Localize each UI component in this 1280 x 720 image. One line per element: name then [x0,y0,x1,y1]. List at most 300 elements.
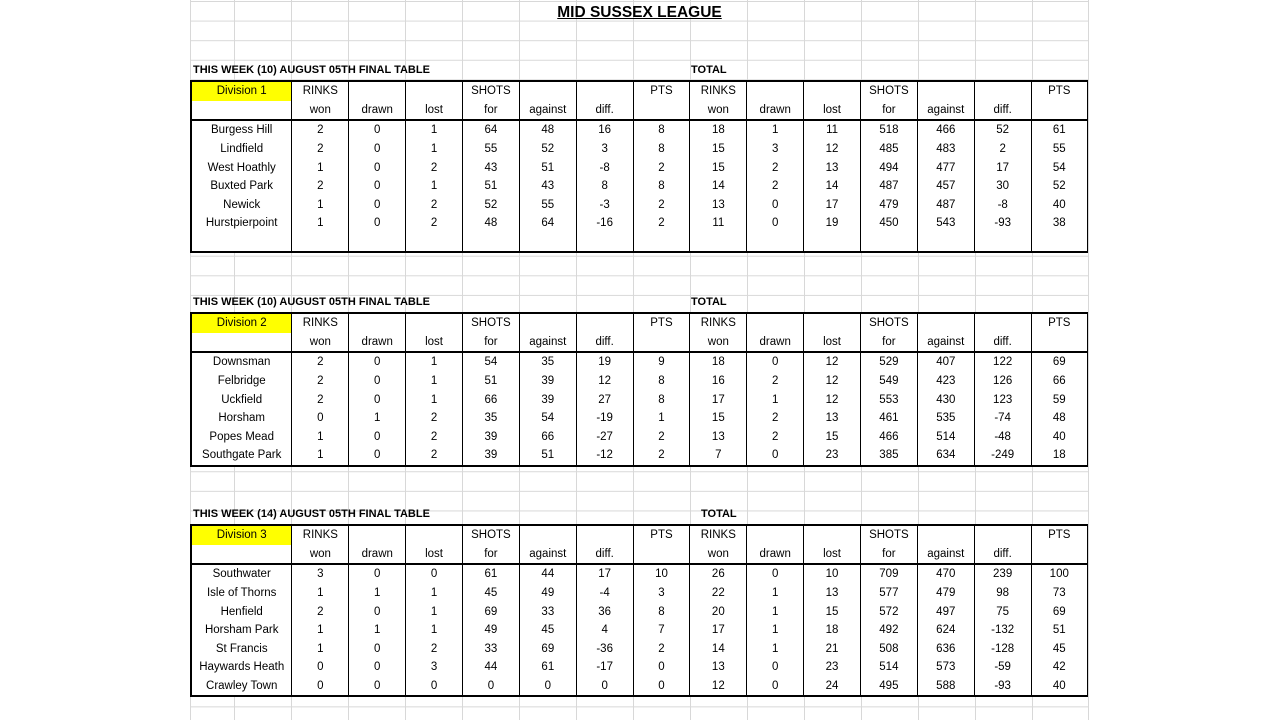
team-name: Downsman [191,352,292,372]
total-drawn-cell: 1 [747,120,804,140]
subheader-cell: lost [406,545,463,565]
lost-cell: 3 [406,658,463,677]
total-for-cell: 508 [860,640,917,659]
for-cell: 51 [462,177,519,196]
division-name: Division 3 [191,525,292,545]
sheet-title: MID SUSSEX LEAGUE [557,4,722,21]
header-cell: PTS [1031,525,1088,545]
team-name: Newick [191,196,292,215]
drawn-cell: 0 [349,677,406,697]
against-cell: 55 [519,196,576,215]
total-drawn-cell: 2 [747,428,804,447]
header-cell: PTS [1031,313,1088,333]
header-cell [747,81,804,101]
for-cell: 35 [462,409,519,428]
lost-cell: 2 [406,214,463,233]
total-drawn-cell: 0 [747,564,804,584]
against-cell: 64 [519,214,576,233]
total-won-cell: 20 [690,602,747,621]
team-name: Henfield [191,602,292,621]
header-cell: RINKS [292,81,349,101]
total-against-cell: 497 [917,602,974,621]
total-pts-cell: 69 [1031,352,1088,372]
lost-cell [406,233,463,253]
total-lost-cell: 10 [804,564,861,584]
pts-cell: 2 [633,640,690,659]
total-drawn-cell: 1 [747,621,804,640]
diff-cell: 12 [576,372,633,391]
diff-cell: 16 [576,120,633,140]
subheader-cell: diff. [974,545,1031,565]
pts-cell: 10 [633,564,690,584]
total-pts-cell: 100 [1031,564,1088,584]
total-won-cell: 15 [690,140,747,159]
total-diff-cell: -128 [974,640,1031,659]
total-won-cell: 18 [690,352,747,372]
total-drawn-cell: 0 [747,677,804,697]
total-against-cell: 636 [917,640,974,659]
total-diff-cell: -59 [974,658,1031,677]
subheader-cell: against [917,101,974,121]
against-cell: 39 [519,372,576,391]
total-lost-cell: 13 [804,158,861,177]
against-cell: 0 [519,677,576,697]
won-cell: 0 [292,658,349,677]
header-cell [804,81,861,101]
total-lost-cell: 14 [804,177,861,196]
total-against-cell: 479 [917,584,974,603]
table-row [191,120,1088,140]
subheader-cell: lost [804,101,861,121]
total-for-cell: 529 [860,352,917,372]
total-diff-cell: 75 [974,602,1031,621]
subheader-cell: diff. [576,545,633,565]
subheader-cell: for [462,101,519,121]
won-cell: 2 [292,352,349,372]
subheader-cell [191,545,292,565]
total-won-cell: 17 [690,621,747,640]
for-cell: 66 [462,390,519,409]
subheader-cell: lost [406,101,463,121]
total-pts-cell: 69 [1031,602,1088,621]
header-cell [576,525,633,545]
drawn-cell: 1 [349,409,406,428]
header-cell: SHOTS [462,313,519,333]
won-cell: 1 [292,158,349,177]
subheader-cell [191,333,292,353]
lost-cell: 2 [406,158,463,177]
drawn-cell: 0 [349,564,406,584]
total-pts-cell: 59 [1031,390,1088,409]
pts-cell: 0 [633,658,690,677]
subheader-cell [633,545,690,565]
lost-cell: 1 [406,352,463,372]
won-cell: 3 [292,564,349,584]
total-diff-cell: -93 [974,677,1031,697]
table-row [191,390,1088,409]
team-name: Isle of Thorns [191,584,292,603]
total-pts-cell: 48 [1031,409,1088,428]
lost-cell: 1 [406,602,463,621]
total-against-cell: 470 [917,564,974,584]
table-row [191,158,1088,177]
total-drawn-cell: 0 [747,658,804,677]
lost-cell: 1 [406,120,463,140]
won-cell: 1 [292,428,349,447]
subheader-cell: diff. [974,101,1031,121]
total-against-cell: 430 [917,390,974,409]
pts-cell: 1 [633,409,690,428]
subheader-cell: against [519,101,576,121]
lost-cell: 2 [406,409,463,428]
week-caption: THIS WEEK (10) AUGUST 05TH FINAL TABLE [193,64,430,76]
subheader-cell: for [860,333,917,353]
team-name: Popes Mead [191,428,292,447]
total-for-cell: 553 [860,390,917,409]
lost-cell: 1 [406,372,463,391]
total-won-cell: 13 [690,658,747,677]
pts-cell: 8 [633,602,690,621]
for-cell: 43 [462,158,519,177]
won-cell: 2 [292,372,349,391]
pts-cell: 8 [633,390,690,409]
week-caption: THIS WEEK (10) AUGUST 05TH FINAL TABLE [193,296,430,308]
header-cell [406,81,463,101]
total-against-cell: 457 [917,177,974,196]
against-cell [519,233,576,253]
for-cell: 45 [462,584,519,603]
drawn-cell: 0 [349,428,406,447]
total-diff-cell: -48 [974,428,1031,447]
total-lost-cell: 17 [804,196,861,215]
pts-cell: 9 [633,352,690,372]
total-for-cell: 572 [860,602,917,621]
against-cell: 48 [519,120,576,140]
table-row [191,584,1088,603]
division-name: Division 2 [191,313,292,333]
table-row [191,233,1088,253]
won-cell: 1 [292,640,349,659]
subheader-cell: won [292,101,349,121]
for-cell: 55 [462,140,519,159]
team-name: Buxted Park [191,177,292,196]
total-lost-cell [804,233,861,253]
total-diff-cell: 17 [974,158,1031,177]
total-lost-cell: 12 [804,352,861,372]
header-row [191,81,1088,101]
subheader-cell: diff. [576,333,633,353]
total-drawn-cell: 1 [747,602,804,621]
table-row [191,352,1088,372]
header-cell [349,525,406,545]
total-diff-cell: -8 [974,196,1031,215]
drawn-cell: 0 [349,158,406,177]
total-won-cell: 12 [690,677,747,697]
total-for-cell: 466 [860,428,917,447]
total-lost-cell: 21 [804,640,861,659]
for-cell: 54 [462,352,519,372]
team-name: Haywards Heath [191,658,292,677]
total-pts-cell: 45 [1031,640,1088,659]
total-against-cell: 466 [917,120,974,140]
week-caption: THIS WEEK (14) AUGUST 05TH FINAL TABLE [193,508,430,520]
against-cell: 66 [519,428,576,447]
header-cell [406,525,463,545]
header-cell [519,525,576,545]
total-against-cell: 535 [917,409,974,428]
total-won-cell: 26 [690,564,747,584]
drawn-cell: 0 [349,446,406,466]
header-cell [349,313,406,333]
header-cell [917,313,974,333]
header-cell [576,313,633,333]
total-diff-cell: 123 [974,390,1031,409]
total-against-cell: 407 [917,352,974,372]
header-cell: SHOTS [462,525,519,545]
against-cell: 44 [519,564,576,584]
total-for-cell: 709 [860,564,917,584]
header-cell [974,525,1031,545]
total-diff-cell: -249 [974,446,1031,466]
won-cell [292,233,349,253]
for-cell: 44 [462,658,519,677]
won-cell: 2 [292,120,349,140]
lost-cell: 1 [406,621,463,640]
table-row [191,372,1088,391]
drawn-cell: 0 [349,352,406,372]
total-won-cell: 17 [690,390,747,409]
total-drawn-cell: 2 [747,158,804,177]
total-pts-cell: 38 [1031,214,1088,233]
drawn-cell: 0 [349,196,406,215]
total-diff-cell [974,233,1031,253]
table-row [191,677,1088,697]
header-cell [519,81,576,101]
total-lost-cell: 13 [804,409,861,428]
total-pts-cell: 55 [1031,140,1088,159]
header-cell [804,313,861,333]
total-caption: TOTAL [691,296,727,308]
total-won-cell: 22 [690,584,747,603]
subheader-row [191,101,1088,121]
total-pts-cell: 40 [1031,677,1088,697]
total-pts-cell: 54 [1031,158,1088,177]
table-row [191,621,1088,640]
subheader-cell: lost [406,333,463,353]
drawn-cell: 0 [349,658,406,677]
for-cell: 48 [462,214,519,233]
table-row [191,177,1088,196]
diff-cell: -17 [576,658,633,677]
table-row [191,658,1088,677]
for-cell: 64 [462,120,519,140]
total-caption: TOTAL [691,64,727,76]
header-cell: RINKS [690,313,747,333]
total-drawn-cell: 2 [747,177,804,196]
against-cell: 61 [519,658,576,677]
drawn-cell: 1 [349,621,406,640]
pts-cell [633,233,690,253]
for-cell: 39 [462,446,519,466]
against-cell: 51 [519,158,576,177]
header-cell [804,525,861,545]
pts-cell: 8 [633,177,690,196]
total-lost-cell: 24 [804,677,861,697]
total-for-cell: 577 [860,584,917,603]
team-name: West Hoathly [191,158,292,177]
total-for-cell: 492 [860,621,917,640]
drawn-cell: 0 [349,390,406,409]
won-cell: 1 [292,446,349,466]
won-cell: 0 [292,677,349,697]
total-against-cell: 477 [917,158,974,177]
subheader-cell: against [917,333,974,353]
header-cell [974,81,1031,101]
total-lost-cell: 23 [804,658,861,677]
diff-cell: 36 [576,602,633,621]
total-lost-cell: 15 [804,602,861,621]
won-cell: 1 [292,196,349,215]
total-won-cell [690,233,747,253]
total-for-cell: 495 [860,677,917,697]
subheader-cell [1031,333,1088,353]
header-cell: RINKS [292,525,349,545]
diff-cell: -16 [576,214,633,233]
team-name: Crawley Town [191,677,292,697]
total-won-cell: 13 [690,428,747,447]
total-won-cell: 13 [690,196,747,215]
subheader-cell: won [690,545,747,565]
total-won-cell: 14 [690,640,747,659]
against-cell: 49 [519,584,576,603]
for-cell: 69 [462,602,519,621]
lost-cell: 2 [406,196,463,215]
total-against-cell: 624 [917,621,974,640]
total-for-cell: 514 [860,658,917,677]
against-cell: 51 [519,446,576,466]
against-cell: 35 [519,352,576,372]
total-pts-cell: 51 [1031,621,1088,640]
subheader-cell [633,333,690,353]
total-diff-cell: 239 [974,564,1031,584]
header-row [191,313,1088,333]
subheader-cell: drawn [349,101,406,121]
total-for-cell: 461 [860,409,917,428]
pts-cell: 2 [633,446,690,466]
division-table [190,80,1089,253]
subheader-cell: won [690,101,747,121]
total-for-cell: 479 [860,196,917,215]
total-drawn-cell: 0 [747,196,804,215]
total-diff-cell: 122 [974,352,1031,372]
total-won-cell: 16 [690,372,747,391]
team-name: Horsham [191,409,292,428]
header-cell: RINKS [690,81,747,101]
pts-cell: 2 [633,214,690,233]
total-lost-cell: 11 [804,120,861,140]
team-name: Southwater [191,564,292,584]
won-cell: 2 [292,602,349,621]
table-row [191,446,1088,466]
total-against-cell: 483 [917,140,974,159]
total-diff-cell: 126 [974,372,1031,391]
subheader-cell: for [462,333,519,353]
total-drawn-cell: 2 [747,372,804,391]
team-name [191,233,292,253]
header-cell [917,525,974,545]
table-row [191,640,1088,659]
total-diff-cell: -132 [974,621,1031,640]
header-cell: SHOTS [860,313,917,333]
against-cell: 54 [519,409,576,428]
total-lost-cell: 23 [804,446,861,466]
total-won-cell: 15 [690,158,747,177]
total-against-cell: 514 [917,428,974,447]
header-cell: RINKS [292,313,349,333]
subheader-cell: drawn [349,333,406,353]
total-pts-cell: 40 [1031,196,1088,215]
subheader-cell: drawn [349,545,406,565]
total-pts-cell: 18 [1031,446,1088,466]
header-cell: PTS [633,313,690,333]
total-against-cell [917,233,974,253]
total-for-cell: 487 [860,177,917,196]
subheader-cell: for [860,545,917,565]
total-for-cell: 385 [860,446,917,466]
against-cell: 52 [519,140,576,159]
total-lost-cell: 12 [804,140,861,159]
team-name: Burgess Hill [191,120,292,140]
total-drawn-cell: 0 [747,352,804,372]
team-name: Hurstpierpoint [191,214,292,233]
lost-cell: 0 [406,677,463,697]
drawn-cell: 0 [349,214,406,233]
total-pts-cell [1031,233,1088,253]
subheader-cell: against [519,545,576,565]
lost-cell: 1 [406,584,463,603]
won-cell: 0 [292,409,349,428]
for-cell [462,233,519,253]
total-pts-cell: 40 [1031,428,1088,447]
won-cell: 1 [292,621,349,640]
total-diff-cell: 52 [974,120,1031,140]
subheader-cell: for [462,545,519,565]
won-cell: 1 [292,214,349,233]
header-cell [406,313,463,333]
total-for-cell: 494 [860,158,917,177]
division-table [190,524,1089,697]
header-cell [519,313,576,333]
header-cell [917,81,974,101]
lost-cell: 2 [406,640,463,659]
total-against-cell: 423 [917,372,974,391]
total-drawn-cell: 1 [747,584,804,603]
total-lost-cell: 12 [804,372,861,391]
won-cell: 2 [292,177,349,196]
spreadsheet [190,0,1089,720]
drawn-cell: 1 [349,584,406,603]
header-cell: PTS [1031,81,1088,101]
total-pts-cell: 66 [1031,372,1088,391]
header-row [191,525,1088,545]
total-diff-cell: -74 [974,409,1031,428]
header-cell [576,81,633,101]
header-cell [747,313,804,333]
table-row [191,214,1088,233]
total-for-cell: 518 [860,120,917,140]
header-cell: SHOTS [462,81,519,101]
against-cell: 39 [519,390,576,409]
